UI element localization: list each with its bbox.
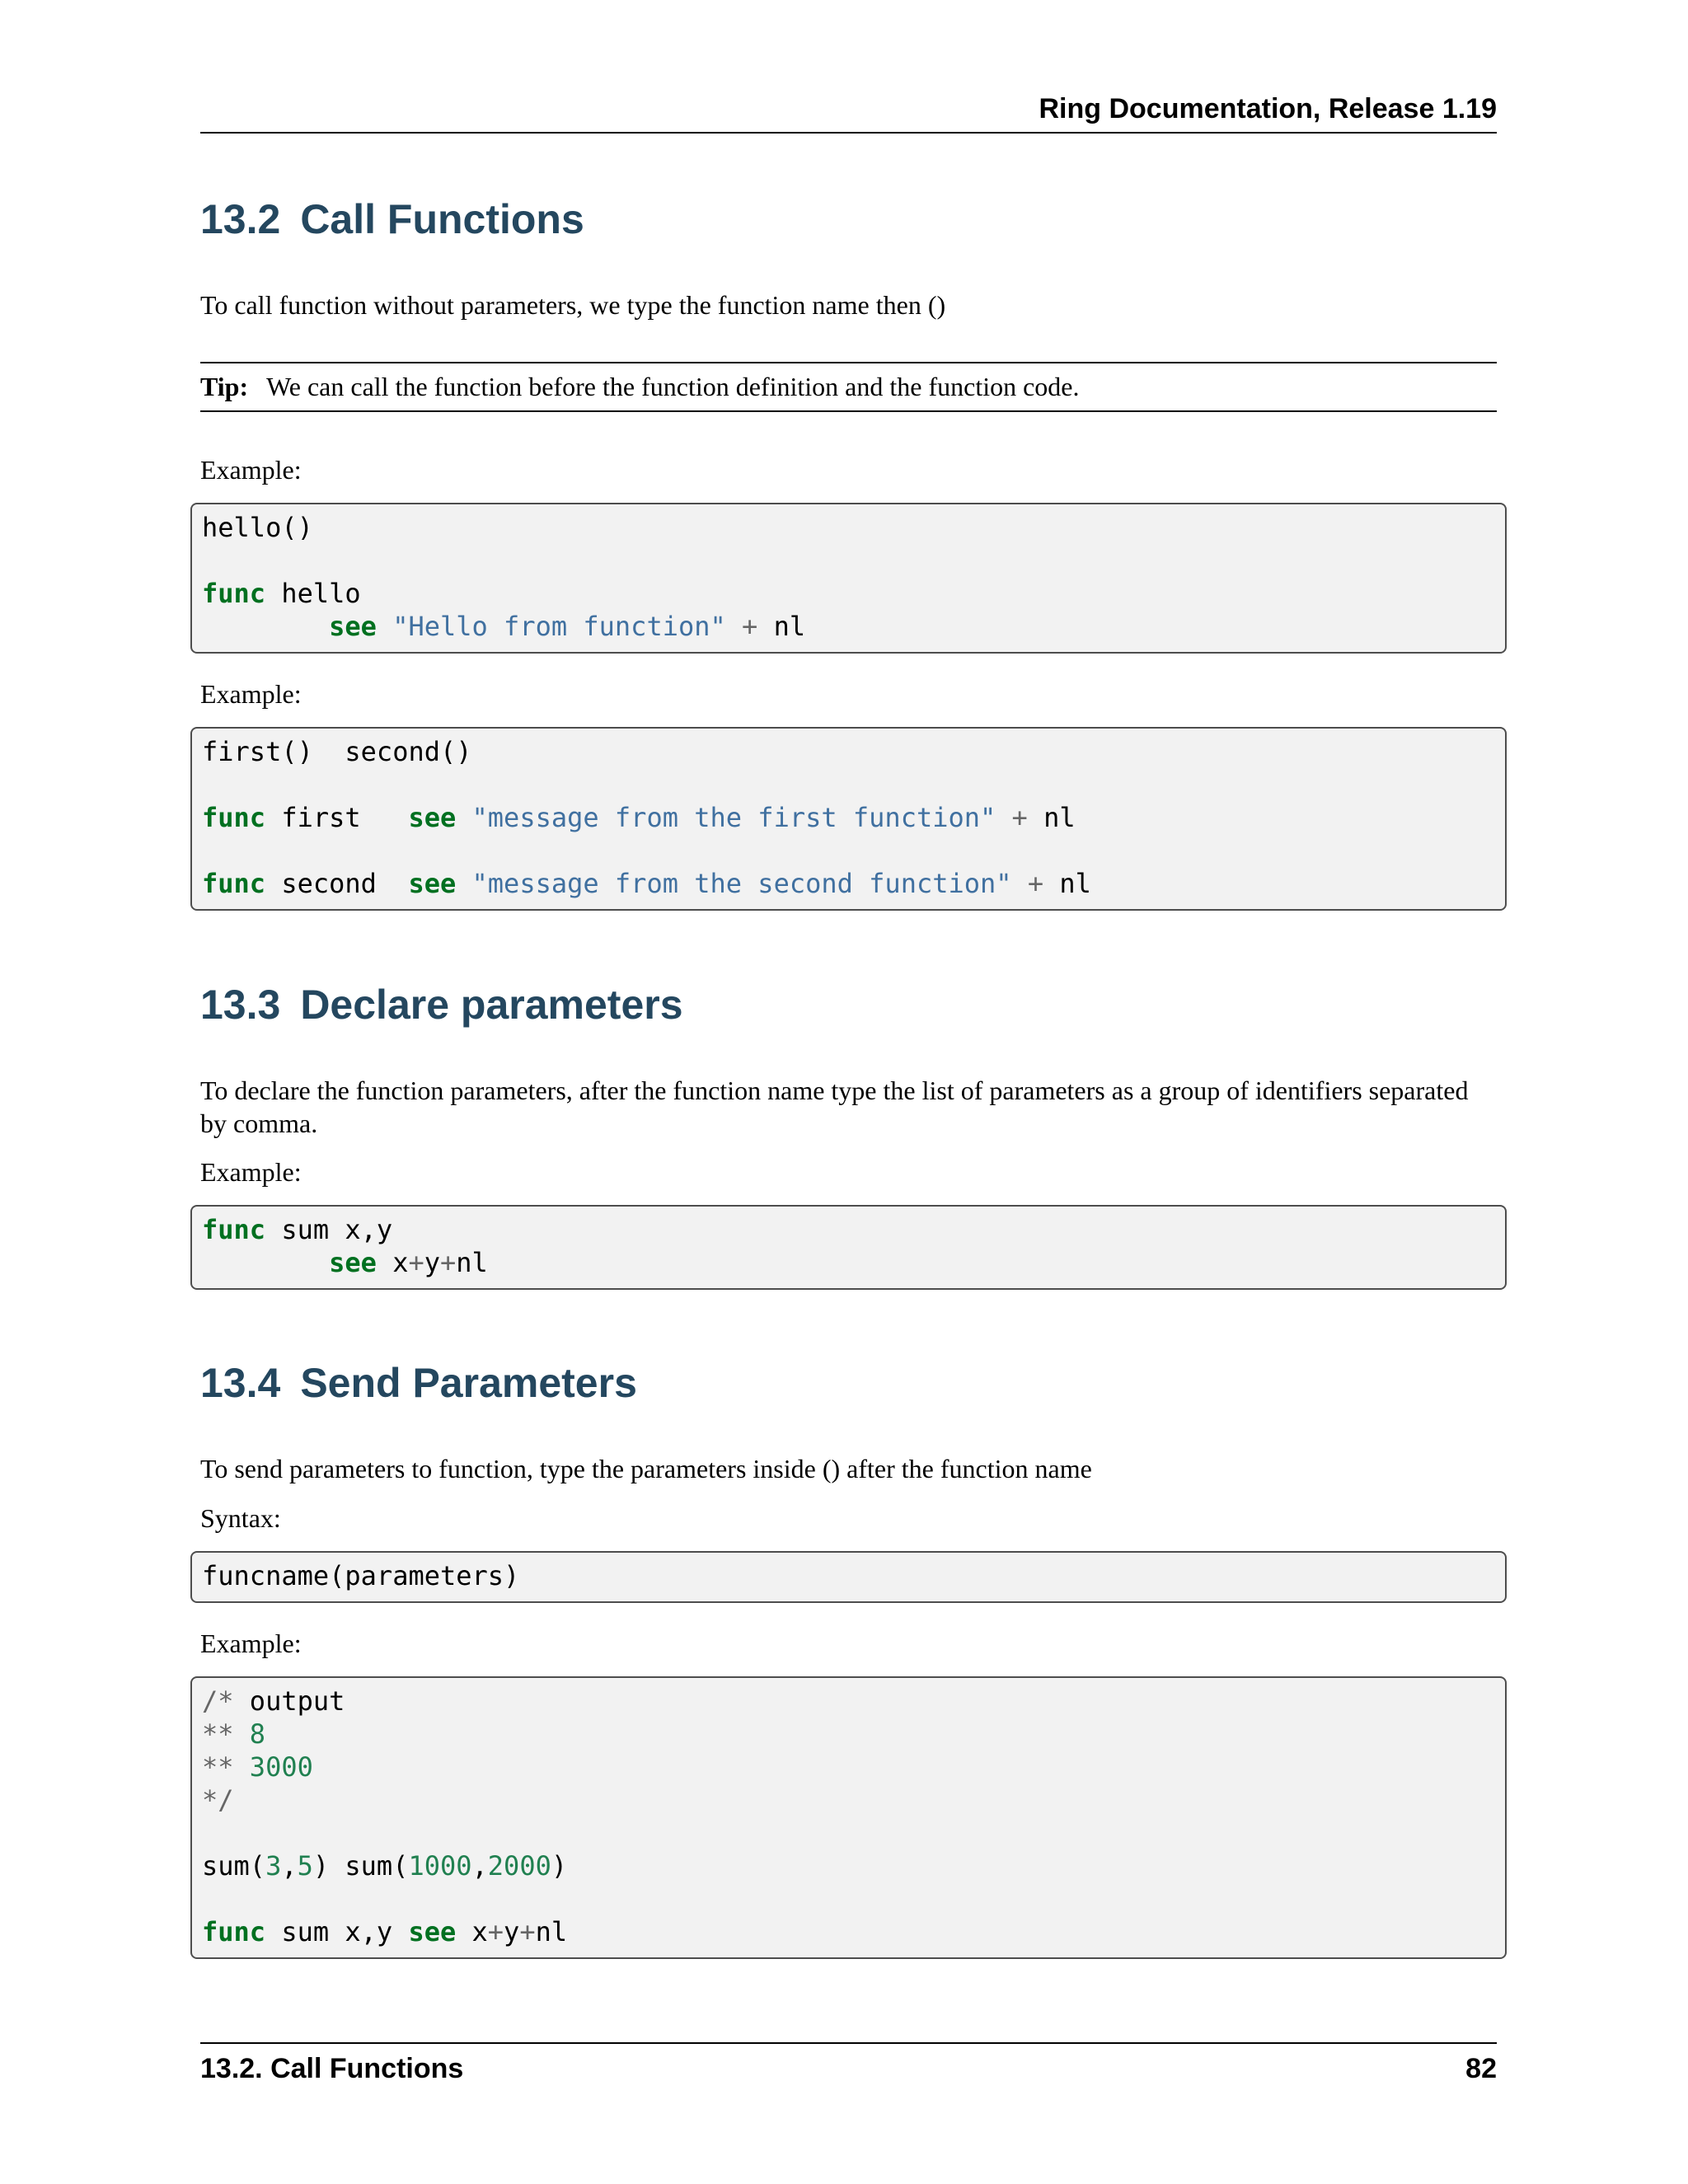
section-title: Declare parameters bbox=[300, 982, 683, 1028]
example-label: Example: bbox=[200, 455, 302, 485]
intro-paragraph: To send parameters to function, type the parameters inside () after the function name bbox=[200, 1454, 1092, 1483]
intro-paragraph: To call function without parameters, we type the function name then () bbox=[200, 290, 946, 320]
section-number: 13.2 bbox=[200, 196, 281, 242]
syntax-label: Syntax: bbox=[200, 1503, 281, 1533]
footer-section: 13.2. Call Functions bbox=[200, 2053, 464, 2084]
intro-paragraph: To declare the function parameters, after the function name type the list of parameters as a group of identifiers separated by comma. bbox=[200, 1076, 1469, 1138]
tip-text: We can call the function before the function definition and the function code. bbox=[266, 372, 1080, 401]
code-block-hello: hello() func hello see "Hello from function" + nl bbox=[190, 503, 1507, 654]
running-header: Ring Documentation, Release 1.19 bbox=[200, 92, 1497, 134]
document-page bbox=[200, 0, 1497, 2184]
code-block-send-params: /* output ** 8 ** 3000 */ sum(3,5) sum(1000,2000) func sum x,y see x+y+nl bbox=[190, 1676, 1507, 1959]
section-heading-13-2 bbox=[200, 194, 584, 244]
page-number: 82 bbox=[1465, 2053, 1497, 2084]
code-block-syntax: funcname(parameters) bbox=[190, 1551, 1507, 1603]
section-number: 13.3 bbox=[200, 982, 281, 1028]
section-heading-13-4 bbox=[200, 1358, 637, 1408]
section-number: 13.4 bbox=[200, 1360, 281, 1406]
example-label: Example: bbox=[200, 679, 302, 709]
example-label: Example: bbox=[200, 1629, 302, 1658]
code-block-first-second: first() second() func first see "message from the first function" + nl func second see "message from the second function" + nl bbox=[190, 727, 1507, 911]
section-title: Send Parameters bbox=[300, 1360, 637, 1406]
section-title: Call Functions bbox=[300, 196, 584, 242]
running-footer bbox=[200, 2042, 1497, 2084]
code-block-sum: func sum x,y see x+y+nl bbox=[190, 1205, 1507, 1290]
section-heading-13-3 bbox=[200, 980, 683, 1029]
example-label: Example: bbox=[200, 1157, 302, 1187]
tip-label: Tip: bbox=[200, 372, 249, 401]
tip-box bbox=[200, 362, 1497, 412]
